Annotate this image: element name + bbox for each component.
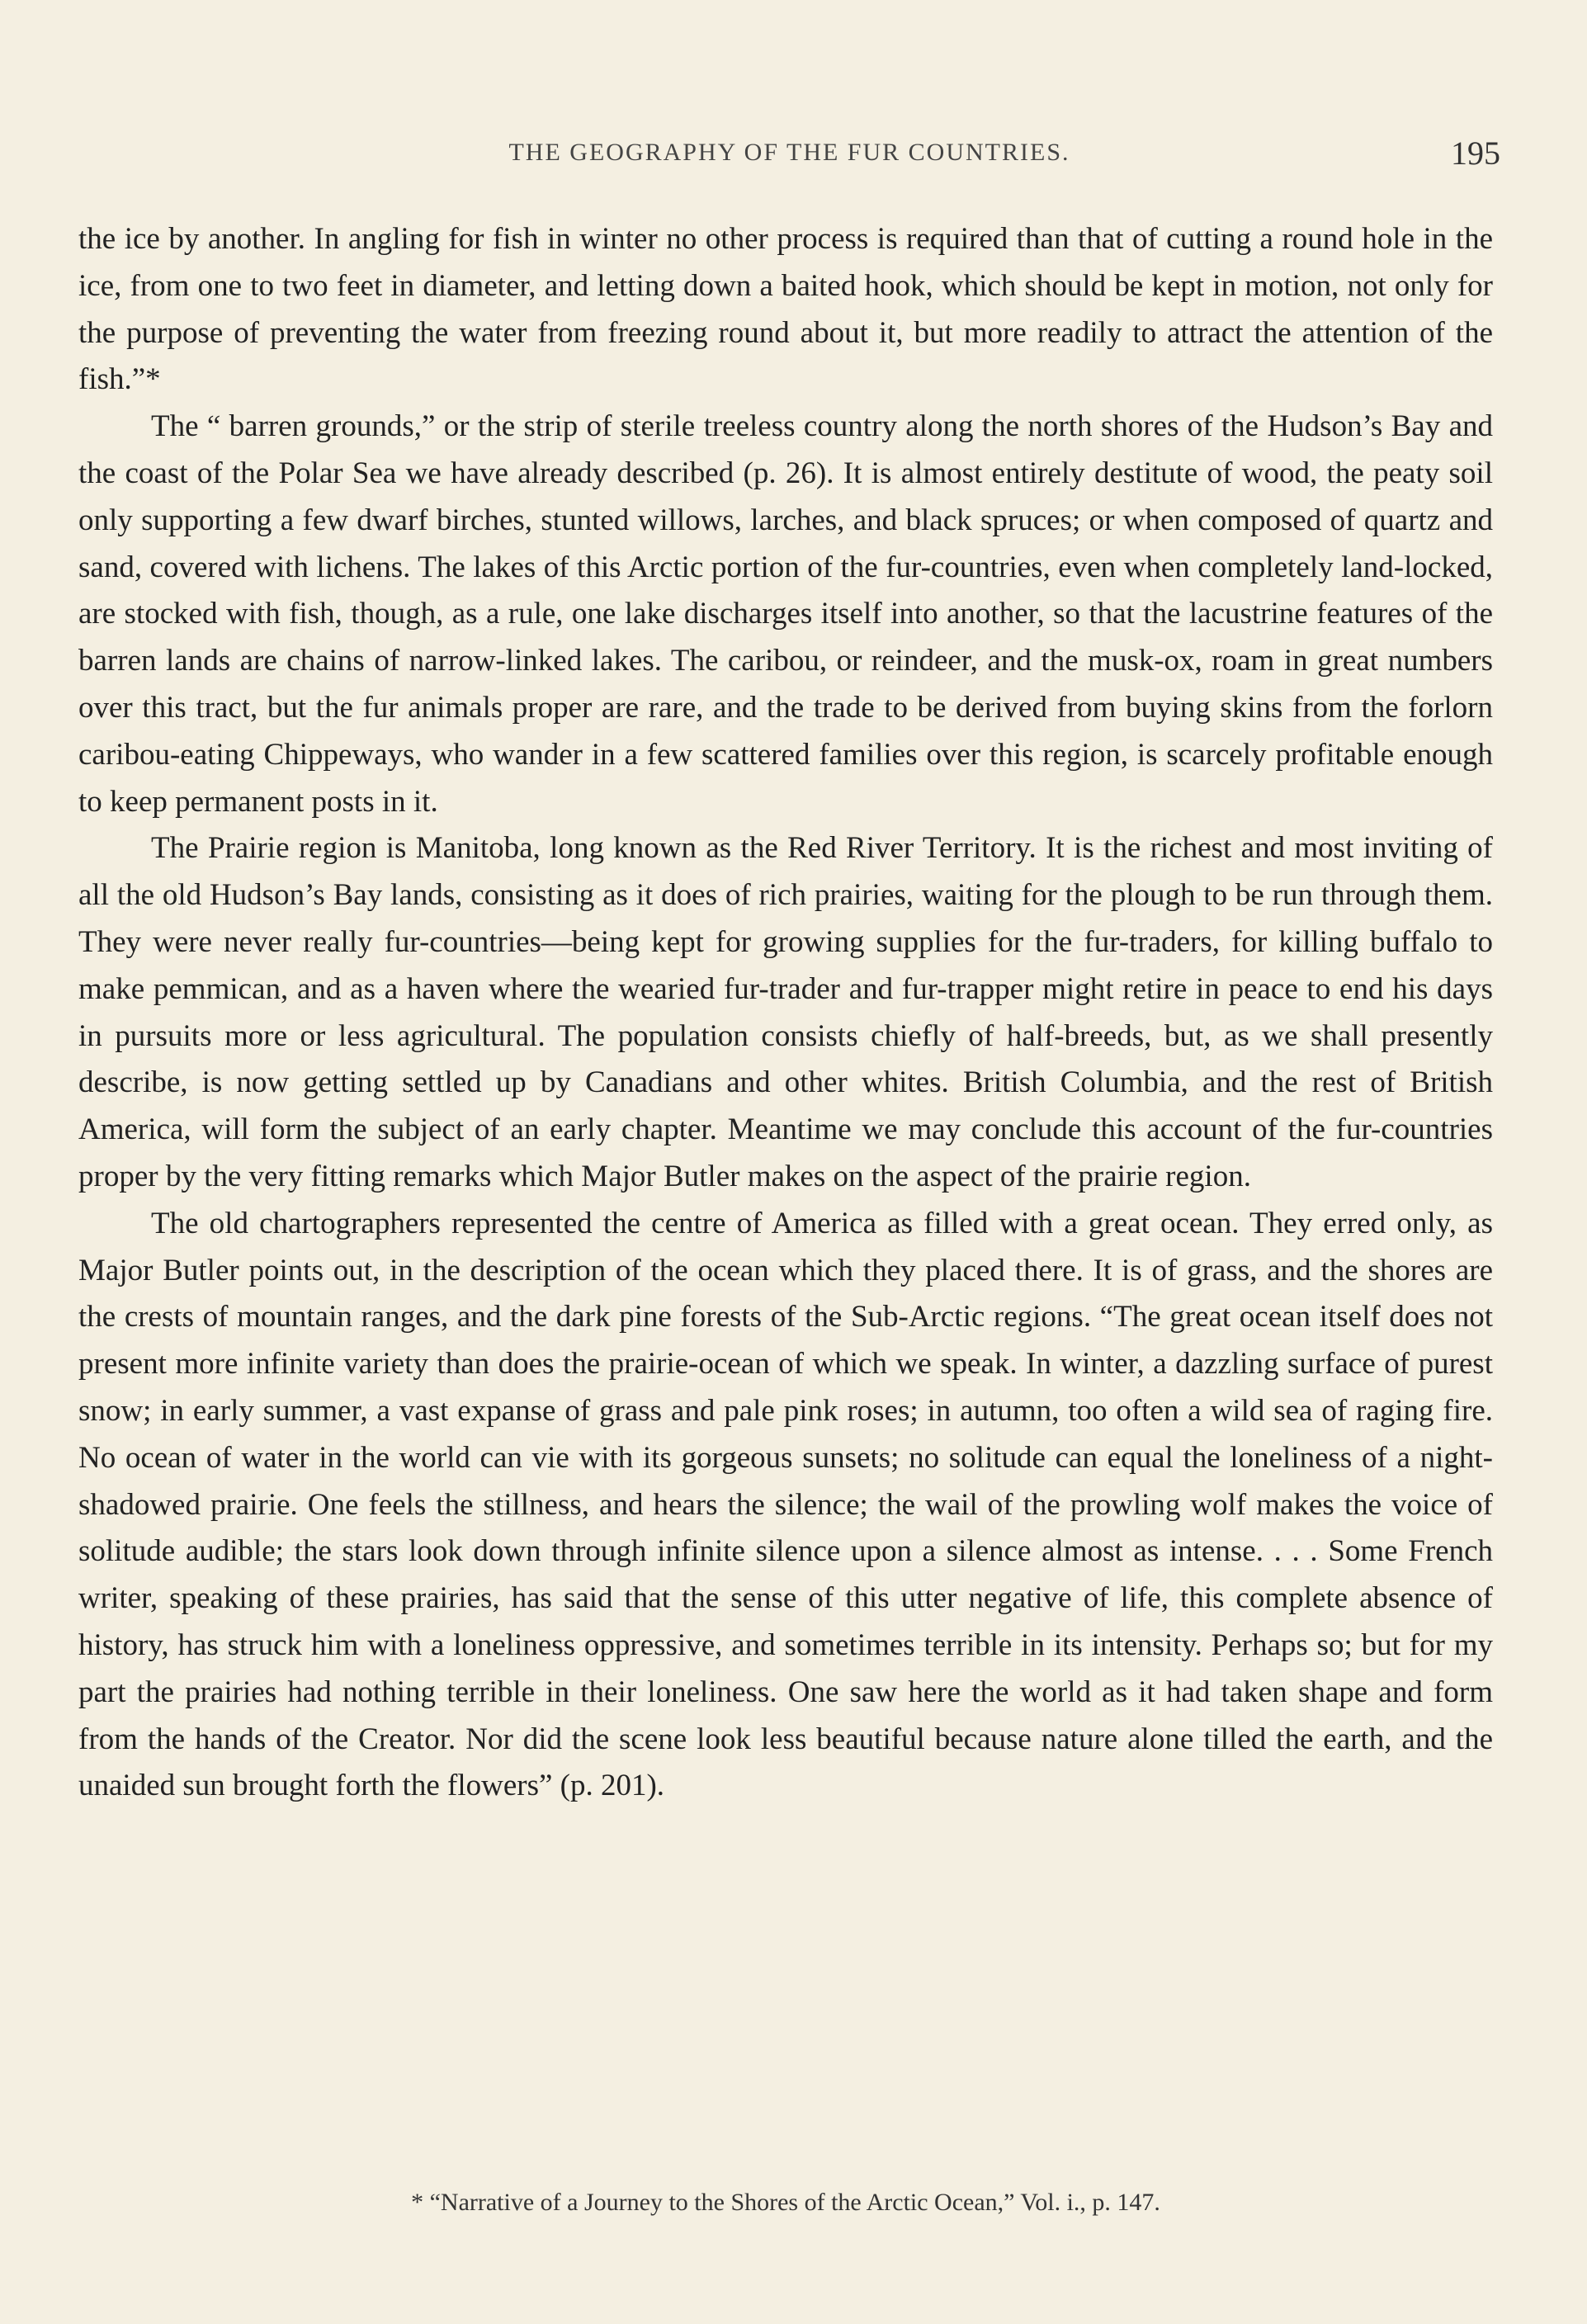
running-title: THE GEOGRAPHY OF THE FUR COUNTRIES. <box>508 139 1070 166</box>
paragraph-continuation: the ice by another. In angling for fish in winter no other process is required than that of cutting a round hole in the ice, from one to two feet in diameter, and letting down a baited hook, which should be kept in motion, not only for the purpose of preventing the water from freezing round about it, but more readily to attract the attention of the fish.”* <box>78 222 1493 397</box>
page-number: 195 <box>1451 135 1500 172</box>
paragraph-chartographers: The old chartographers represented the centre of America as filled with a great ocean. They erred only, as Major Butler points out, in the description of the ocean which they placed there. It is of grass, and the shores are the crests of mountain ranges, and the dark pine forests of the Sub-Arctic regions. “The great ocean itself does not present more infinite variety than does the prairie-ocean of which we speak. In winter, a dazzling surface of purest snow; in early summer, a vast expanse of grass and pale pink roses; in autumn, too often a wild sea of raging fire. No ocean of water in the world can vie with its gorgeous sunsets; no solitude can equal the loneliness of a night-shadowed prairie. One feels the stillness, and hears the silence; the wail of the prowling wolf makes the voice of solitude audible; the stars look down through infinite silence upon a silence almost as intense. . . . Some French writer, speaking of these prairies, has said that the sense of this utter negative of life, this complete absence of history, has struck him with a loneliness oppressive, and sometimes terrible in its intensity. Perhaps so; but for my part the prairies had nothing terrible in their loneliness. One saw here the world as it had taken shape and form from the hands of the Creator. Nor did the scene look less beautiful because nature alone tilled the earth, and the unaided sun brought forth the flowers” (p. 201). <box>78 1206 1493 1803</box>
paragraph-barren-grounds: The “ barren grounds,” or the strip of sterile treeless country along the north shores of the Hudson’s Bay and the coast of the Polar Sea we have already described (p. 26). It is almost entirely destitute of wood, the peaty soil only supporting a few dwarf birches, stunted willows, larches, and black spruces; or when composed of quartz and sand, covered with lichens. The lakes of this Arctic portion of the fur-countries, even when completely land-locked, are stocked with fish, though, as a rule, one lake discharges itself into another, so that the lacustrine features of the barren lands are chains of narrow-linked lakes. The caribou, or reindeer, and the musk-ox, roam in great numbers over this tract, but the fur animals proper are rare, and the trade to be derived from buying skins from the forlorn caribou-eating Chippeways, who wander in a few scattered families over this region, is scarcely profitable enough to keep permanent posts in it. <box>78 409 1493 819</box>
footnote: * “Narrative of a Journey to the Shores of the Arctic Ocean,” Vol. i., p. 147. <box>411 2189 1160 2216</box>
page-header <box>78 134 1500 180</box>
body-text <box>78 216 1493 1810</box>
paragraph-prairie-region: The Prairie region is Manitoba, long known as the Red River Territory. It is the richest and most inviting of all the old Hudson’s Bay lands, consisting as it does of rich prairies, waiting for the plough to be run through them. They were never really fur-countries—being kept for growing supplies for the fur-traders, for killing buffalo to make pemmican, and as a haven where the wearied fur-trader and fur-trapper might retire in peace to end his days in pursuits more or less agricultural. The population consists chiefly of half-breeds, but, as we shall presently describe, is now getting settled up by Canadians and other whites. British Columbia, and the rest of British America, will form the subject of an early chapter. Meantime we may conclude this account of the fur-countries proper by the very fitting remarks which Major Butler makes on the aspect of the prairie region. <box>78 831 1493 1193</box>
